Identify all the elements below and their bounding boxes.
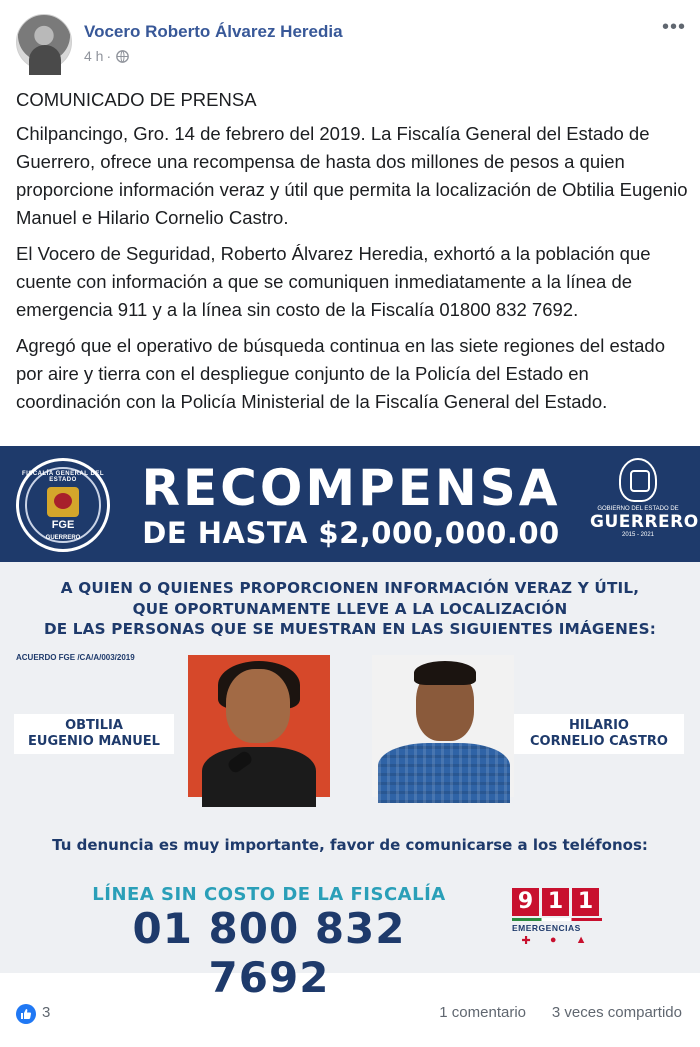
reward-poster-image[interactable] [0,446,700,1002]
photo-hair [414,661,476,685]
emergency-digit: 1 [572,888,599,916]
instruction-line: QUE OPORTUNAMENTE LLEVE A LA LOCALIZACIÓN [132,599,568,618]
photo-obtilia [188,655,330,797]
post-paragraph: El Vocero de Seguridad, Roberto Álvarez Heredia, exhortó a la población que cuente con información a que se comuniquen inmediatamente a la línea de emergencia 911 y a la línea sin costo de la Fiscalía 01800 832 7692. [16,243,651,320]
person-name-right [514,714,684,754]
photo-body [202,747,316,807]
flag-stripe [512,918,602,921]
meta-separator: · [106,48,112,64]
more-options-icon[interactable]: ••• [661,16,686,38]
author-name[interactable]: Vocero Roberto Álvarez Heredia [84,22,343,41]
emergency-911-logo [512,888,602,954]
post-time[interactable]: 4 h [84,48,104,64]
instruction-line: A QUIEN O QUIENES PROPORCIONEN INFORMACIÓN VERAZ Y ÚTIL, [60,579,640,597]
crest-icon [619,458,657,502]
comments-link[interactable]: 1 comentario [439,1004,526,1021]
emergency-digit: 9 [512,888,539,916]
name-line: HILARIO [569,718,629,733]
gov-years: 2015 - 2021 [621,532,655,538]
photo-body [378,743,510,803]
hotline-label: LÍNEA SIN COSTO DE LA FISCALÍA [92,884,446,905]
medical-cross-icon: ✚ [521,935,531,947]
name-line: EUGENIO MANUEL [28,734,160,749]
agreement-number: ACUERDO FGE /CA/A/003/2019 [16,653,135,662]
name-line: OBTILIA [65,718,123,733]
post-header [0,0,700,80]
fge-logo [16,458,110,552]
hotline-number: 01 800 832 7692 [132,904,406,1002]
name-line: CORNELIO CASTRO [530,734,668,749]
photo-hilario [372,655,514,797]
photo-face [226,669,290,743]
globe-icon[interactable] [116,50,129,63]
fge-seal-icon [47,487,79,517]
post-paragraph: Chilpancingo, Gro. 14 de febrero del 2019. La Fiscalía General del Estado de Guerrero, ofrece una recompensa de hasta dos millones de pesos a quien proporcione información veraz y útil que permita la localización de Obtilia Eugenio Manuel e Hilario Cornelio Castro. [16,123,688,228]
reaction-count[interactable]: 3 [42,1004,51,1021]
post-footer [0,990,700,1036]
like-reaction-icon[interactable] [16,1004,36,1024]
emergency-digits [512,888,602,916]
post-meta [84,48,129,64]
person-name-left [14,714,174,754]
fge-top-text: FISCALÍA GENERAL DEL ESTADO [21,471,104,483]
fire-icon: ▲ [575,934,587,946]
avatar[interactable] [16,14,72,70]
denuncia-text: Tu denuncia es muy importante, favor de comunicarse a los teléfonos: [52,836,648,854]
post-heading: COMUNICADO DE PRENSA [16,89,257,110]
emergency-digit: 1 [542,888,569,916]
instruction-line: DE LAS PERSONAS QUE SE MUESTRAN EN LAS SIGUIENTES IMÁGENES: [43,620,657,638]
fge-bottom-text: GUERRERO [45,535,81,541]
emergency-label: EMERGENCIAS [512,923,581,933]
gov-name: GUERRERO [590,512,699,532]
emergency-icons [512,934,596,947]
poster-instructions [20,578,680,640]
poster-banner [0,446,700,562]
post-body [16,86,692,424]
gov-line: GOBIERNO DEL ESTADO DE [597,506,679,512]
shares-link[interactable]: 3 veces compartido [551,1004,682,1021]
post-paragraph: Agregó que el operativo de búsqueda continua en las siete regiones del estado por aire y tierra con el despliegue conjunto de la Policía del Estado en coordinación con la Policía Ministerial de la Fiscalía General del Estado. [16,335,665,412]
fge-abbr: FGE [51,519,75,531]
guerrero-gov-logo [590,458,699,554]
reward-title: RECOMPENSA [141,459,561,517]
reward-amount: DE HASTA $2,000,000.00 [142,516,560,550]
police-icon: ● [549,934,557,946]
